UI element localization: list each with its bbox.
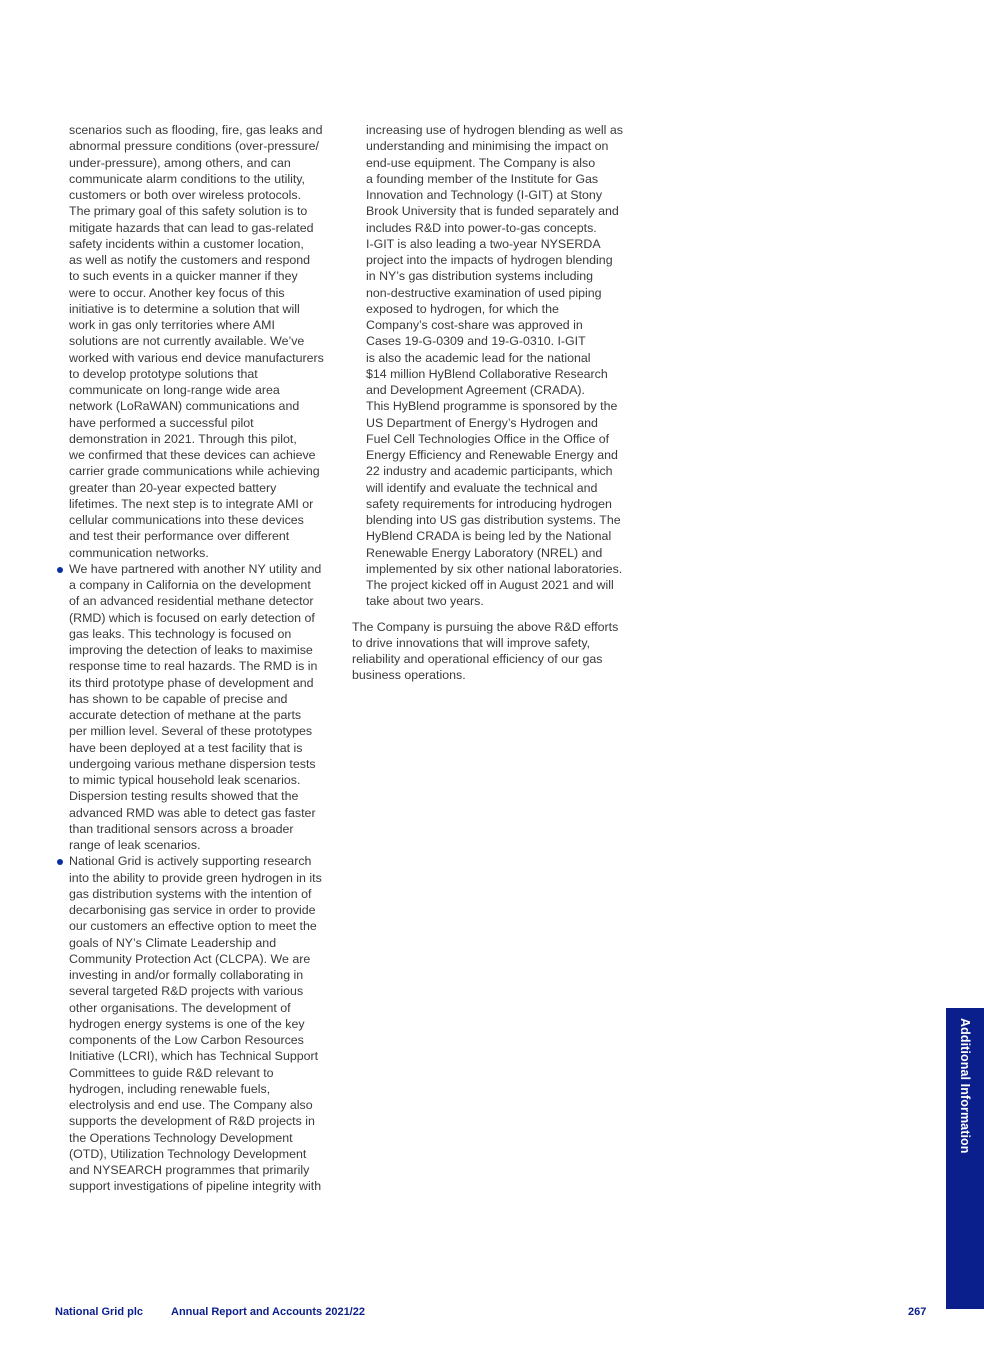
- closing-paragraph: [352, 619, 634, 684]
- text-line: Energy Efficiency and Renewable Energy and: [366, 448, 618, 462]
- text-line: safety requirements for introducing hydrogen: [366, 496, 612, 511]
- text-line: initiative is to determine a solution that will: [69, 301, 300, 316]
- footer-company-name: National Grid plc: [55, 1306, 144, 1318]
- section-tab-additional-information[interactable]: [946, 1008, 984, 1309]
- text-line: and NYSEARCH programmes that primarily: [69, 1163, 310, 1177]
- text-line: hydrogen, including renewable fuels,: [69, 1081, 271, 1096]
- text-line: and test their performance over different: [69, 529, 290, 544]
- text-line: National Grid is actively supporting research: [69, 854, 312, 869]
- text-line: to such events in a quicker manner if they: [69, 269, 298, 284]
- text-line: We have partnered with another NY utility and: [69, 561, 322, 576]
- text-line: advanced RMD was able to detect gas faster: [69, 805, 316, 820]
- text-line: reliability and operational efficiency of our gas: [352, 652, 603, 666]
- text-line: carrier grade communications while achieving: [69, 464, 320, 479]
- text-line: communication networks.: [69, 545, 209, 560]
- text-line: supports the development of R&D projects in: [69, 1114, 315, 1129]
- bullet-rmd: [55, 561, 335, 854]
- text-line: has shown to be capable of precise and: [69, 691, 288, 706]
- text-line: lifetimes. The next step is to integrate AMI or: [69, 496, 314, 511]
- text-line: customers or both over wireless protocols.: [69, 188, 302, 202]
- bullet-dot-icon: [57, 567, 63, 573]
- text-line: network (LoRaWAN) communications and: [69, 399, 300, 414]
- text-line: communicate on long-range wide area: [69, 383, 280, 397]
- text-line: The primary goal of this safety solution is to: [69, 204, 308, 219]
- text-line: take about two years.: [366, 594, 484, 609]
- text-line: have been deployed at a test facility that is: [69, 740, 303, 755]
- text-line: cellular communications into these devices: [69, 513, 304, 527]
- bullet-hydrogen-text: [69, 853, 335, 1194]
- text-line: Dispersion testing results showed that the: [69, 789, 299, 804]
- text-line: end-use equipment. The Company is also: [366, 155, 596, 170]
- text-line: blending into US gas distribution systems. The: [366, 513, 621, 527]
- text-line: to mimic typical household leak scenarios.: [69, 773, 301, 787]
- text-line: improving the detection of leaks to maximise: [69, 643, 313, 657]
- text-line: gas distribution systems with the intention of: [69, 886, 312, 901]
- text-line: Initiative (LCRI), which has Technical Support: [69, 1049, 319, 1064]
- text-line: investing in and/or formally collaborating in: [69, 968, 304, 982]
- text-line: per million level. Several of these prototypes: [69, 724, 313, 739]
- text-line: under-pressure), among others, and can: [69, 155, 291, 170]
- text-line: Fuel Cell Technologies Office in the Office of: [366, 431, 610, 446]
- text-line: components of the Low Carbon Resources: [69, 1033, 304, 1047]
- text-line: demonstration in 2021. Through this pilot,: [69, 431, 297, 446]
- text-line: other organisations. The development of: [69, 1000, 291, 1015]
- text-line: Renewable Energy Laboratory (NREL) and: [366, 545, 603, 560]
- text-line: includes R&D into power-to-gas concepts.: [366, 220, 597, 235]
- text-line: exposed to hydrogen, for which the: [366, 301, 559, 316]
- text-line: business operations.: [352, 668, 466, 683]
- text-line: range of leak scenarios.: [69, 838, 201, 852]
- text-line: as well as notify the customers and respond: [69, 253, 311, 267]
- text-line: I-GIT is also leading a two-year NYSERDA: [366, 236, 601, 251]
- section-tab-label: Additional Information: [958, 1018, 972, 1154]
- text-line: to develop prototype solutions that: [69, 366, 258, 381]
- text-line: accurate detection of methane at the parts: [69, 708, 302, 722]
- safety-solution-continuation: [55, 122, 335, 561]
- bullet-hydrogen: [55, 853, 335, 1194]
- text-line: a company in California on the development: [69, 578, 311, 592]
- text-line: work in gas only territories where AMI: [69, 318, 275, 332]
- text-line: $14 million HyBlend Collaborative Research: [366, 366, 608, 381]
- text-line: our customers an effective option to meet the: [69, 919, 317, 934]
- text-line: we confirmed that these devices can achieve: [69, 448, 316, 462]
- text-line: (OTD), Utilization Technology Development: [69, 1146, 307, 1161]
- text-line: were to occur. Another key focus of this: [69, 285, 285, 300]
- text-line: safety incidents within a customer location,: [69, 236, 304, 251]
- text-line: (RMD) which is focused on early detection of: [69, 610, 315, 625]
- text-line: This HyBlend programme is sponsored by the: [366, 399, 618, 414]
- text-line: to drive innovations that will improve safety,: [352, 635, 591, 650]
- text-line: scenarios such as flooding, fire, gas leaks and: [69, 123, 323, 137]
- text-line: have performed a successful pilot: [69, 415, 254, 430]
- text-line: electrolysis and end use. The Company also: [69, 1098, 313, 1112]
- text-line: a founding member of the Institute for Gas: [366, 171, 599, 186]
- text-line: increasing use of hydrogen blending as well as: [366, 123, 623, 137]
- text-line: than traditional sensors across a broader: [69, 821, 294, 836]
- text-line: and Development Agreement (CRADA).: [366, 383, 586, 397]
- text-line: communicate alarm conditions to the utility,: [69, 171, 305, 186]
- text-line: greater than 20-year expected battery: [69, 480, 277, 495]
- paragraph-gap: [352, 610, 634, 619]
- text-line: abnormal pressure conditions (over-pressure/: [69, 139, 319, 154]
- text-line: 22 industry and academic participants, which: [366, 464, 613, 479]
- text-line: Committees to guide R&D relevant to: [69, 1065, 274, 1080]
- text-line: of an advanced residential methane detector: [69, 594, 314, 609]
- text-line: gas leaks. This technology is focused on: [69, 626, 292, 641]
- right-column: [352, 122, 634, 684]
- text-line: is also the academic lead for the national: [366, 350, 591, 365]
- text-line: will identify and evaluate the technical and: [366, 480, 598, 495]
- bullet-rmd-text: [69, 561, 335, 854]
- text-line: Community Protection Act (CLCPA). We are: [69, 951, 311, 966]
- left-column: [55, 122, 335, 1195]
- text-line: undergoing various methane dispersion tests: [69, 756, 316, 771]
- text-line: response time to real hazards. The RMD is in: [69, 659, 318, 674]
- text-line: Cases 19-G-0309 and 19-G-0310. I-GIT: [366, 334, 586, 349]
- text-line: US Department of Energy’s Hydrogen and: [366, 415, 598, 430]
- text-line: in NY’s gas distribution systems including: [366, 269, 594, 284]
- text-line: its third prototype phase of development and: [69, 675, 314, 690]
- text-line: Company’s cost-share was approved in: [366, 318, 583, 332]
- text-line: project into the impacts of hydrogen blending: [366, 253, 613, 267]
- text-line: solutions are not currently available. We’ve: [69, 334, 305, 349]
- text-line: implemented by six other national laboratories.: [366, 561, 623, 576]
- text-line: support investigations of pipeline integrity with: [69, 1179, 322, 1194]
- text-line: The Company is pursuing the above R&D efforts: [352, 619, 619, 634]
- text-line: mitigate hazards that can lead to gas-related: [69, 220, 314, 235]
- text-line: several targeted R&D projects with various: [69, 984, 304, 999]
- footer-page-number: 267: [908, 1306, 927, 1318]
- bullet-dot-icon: [57, 859, 63, 865]
- text-line: into the ability to provide green hydrogen in its: [69, 870, 322, 885]
- text-line: worked with various end device manufacturers: [69, 350, 324, 365]
- text-line: Brook University that is funded separately and: [366, 204, 619, 219]
- footer-report-title: Annual Report and Accounts 2021/22: [171, 1306, 365, 1318]
- text-line: goals of NY’s Climate Leadership and: [69, 935, 277, 950]
- text-line: hydrogen energy systems is one of the key: [69, 1016, 305, 1031]
- text-line: decarbonising gas service in order to provide: [69, 903, 316, 917]
- text-line: non-destructive examination of used piping: [366, 285, 602, 300]
- hydrogen-continuation: [352, 122, 634, 610]
- text-line: the Operations Technology Development: [69, 1130, 293, 1145]
- text-line: HyBlend CRADA is being led by the National: [366, 529, 612, 544]
- text-line: Innovation and Technology (I-GIT) at Stony: [366, 188, 603, 202]
- text-line: understanding and minimising the impact on: [366, 139, 609, 154]
- text-line: The project kicked off in August 2021 and will: [366, 578, 614, 592]
